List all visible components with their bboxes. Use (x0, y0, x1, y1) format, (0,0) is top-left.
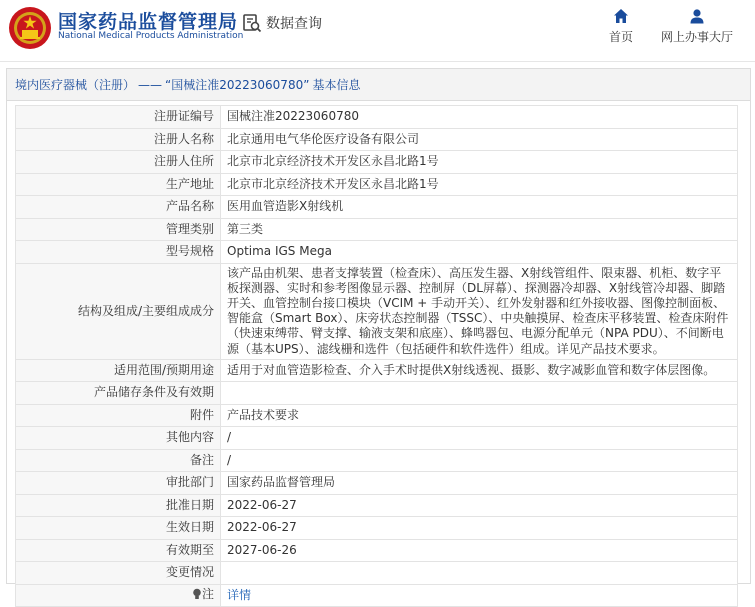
note-key-label: 注 (201, 586, 214, 601)
note-value-cell (221, 584, 738, 607)
brand-name-en: National Medical Products Administration (58, 31, 244, 41)
table-row (16, 359, 738, 382)
row-value: / (221, 427, 738, 450)
nav-home-label: 首页 (608, 30, 633, 44)
home-icon (613, 8, 629, 24)
row-key: 批准日期 (16, 494, 221, 517)
nav-service-label: 网上办事大厅 (660, 30, 733, 44)
row-key: 有效期至 (16, 539, 221, 562)
row-value: 第三类 (221, 218, 738, 241)
table-row-note (16, 584, 738, 607)
table-row (16, 449, 738, 472)
row-key: 变更情况 (16, 562, 221, 585)
row-key: 产品名称 (16, 196, 221, 219)
table-row (16, 562, 738, 585)
table-row (16, 427, 738, 450)
row-key: 注册人住所 (16, 151, 221, 174)
table-row (16, 472, 738, 495)
table-row (16, 218, 738, 241)
note-key-cell (16, 584, 221, 607)
breadcrumb-suffix: 基本信息 (312, 78, 361, 92)
row-key: 生产地址 (16, 173, 221, 196)
row-value: 2022-06-27 (221, 494, 738, 517)
search-doc-icon (242, 13, 262, 33)
breadcrumb-category[interactable]: 境内医疗器械（注册） (15, 78, 136, 92)
table-row (16, 196, 738, 219)
row-key: 适用范围/预期用途 (16, 359, 221, 382)
data-query-label: 数据查询 (266, 16, 322, 32)
row-key: 产品储存条件及有效期 (16, 382, 221, 405)
brand-name-cn[interactable]: 国家药品监督管理局 (58, 11, 239, 33)
nav-home[interactable] (602, 8, 640, 45)
row-value: / (221, 449, 738, 472)
row-value: 产品技术要求 (221, 404, 738, 427)
table-row (16, 539, 738, 562)
row-value: 适用于对血管造影检查、介入手术时提供X射线透视、摄影、数字减影血管和数字体层图像。 (221, 359, 738, 382)
detail-panel (6, 68, 751, 602)
row-key: 注册人名称 (16, 128, 221, 151)
row-value: 国械注准20223060780 (221, 106, 738, 129)
row-key: 审批部门 (16, 472, 221, 495)
row-value (221, 562, 738, 585)
table-row (16, 382, 738, 405)
row-key: 结构及组成/主要组成成分 (16, 263, 221, 359)
info-table (15, 105, 738, 607)
row-value (221, 382, 738, 405)
user-icon (689, 8, 705, 24)
row-value: 2022-06-27 (221, 517, 738, 540)
table-row (16, 128, 738, 151)
row-value: 北京市北京经济技术开发区永昌北路1号 (221, 173, 738, 196)
data-query-link[interactable] (242, 11, 322, 35)
row-value: Optima IGS Mega (221, 241, 738, 264)
row-value: 医用血管造影X射线机 (221, 196, 738, 219)
row-key: 其他内容 (16, 427, 221, 450)
row-key: 注册证编号 (16, 106, 221, 129)
row-value: 国家药品监督管理局 (221, 472, 738, 495)
emblem-icon (8, 6, 52, 50)
nav-service-hall[interactable] (655, 8, 739, 45)
row-value: 该产品由机架、患者支撑装置（检查床）、高压发生器、X射线管组件、限束器、机柜、数字平板探测器、实时和参考图像显示器、控制屏（DL屏幕）、探测器冷却器、X射线管冷却器、脚踏开关、血管控制台接口模块（VCIM + 手动开关）、红外发射器和红外接收器、图像控制面板、智能盒（Smart Box）、床旁状态控制器（TSSC）、中央触摸屏、检查床平移装置、检查床附件（快速束缚带、臂支撑、输液支架和底座）、蜂鸣器包、电源分配单元（NPA PDU）、不间断电源（基本UPS）、滤线栅和选件（包括硬件和软件选件）组成。详见产品技术要求。 (221, 263, 738, 359)
row-key: 生效日期 (16, 517, 221, 540)
breadcrumb (7, 69, 750, 101)
row-key: 附件 (16, 404, 221, 427)
table-row (16, 173, 738, 196)
lightbulb-icon (192, 588, 202, 600)
table-row (16, 151, 738, 174)
table-row (16, 106, 738, 129)
table-row (16, 517, 738, 540)
table-row (16, 263, 738, 359)
breadcrumb-separator: —— (138, 77, 163, 92)
row-key: 管理类别 (16, 218, 221, 241)
breadcrumb-reg-number: “国械注准20223060780” (165, 78, 310, 92)
detail-link[interactable]: 详情 (227, 587, 252, 602)
table-row (16, 241, 738, 264)
site-header (0, 0, 755, 62)
table-row (16, 494, 738, 517)
row-value: 北京市北京经济技术开发区永昌北路1号 (221, 151, 738, 174)
row-value: 北京通用电气华伦医疗设备有限公司 (221, 128, 738, 151)
row-value: 2027-06-26 (221, 539, 738, 562)
row-key: 型号规格 (16, 241, 221, 264)
table-row (16, 404, 738, 427)
row-key: 备注 (16, 449, 221, 472)
